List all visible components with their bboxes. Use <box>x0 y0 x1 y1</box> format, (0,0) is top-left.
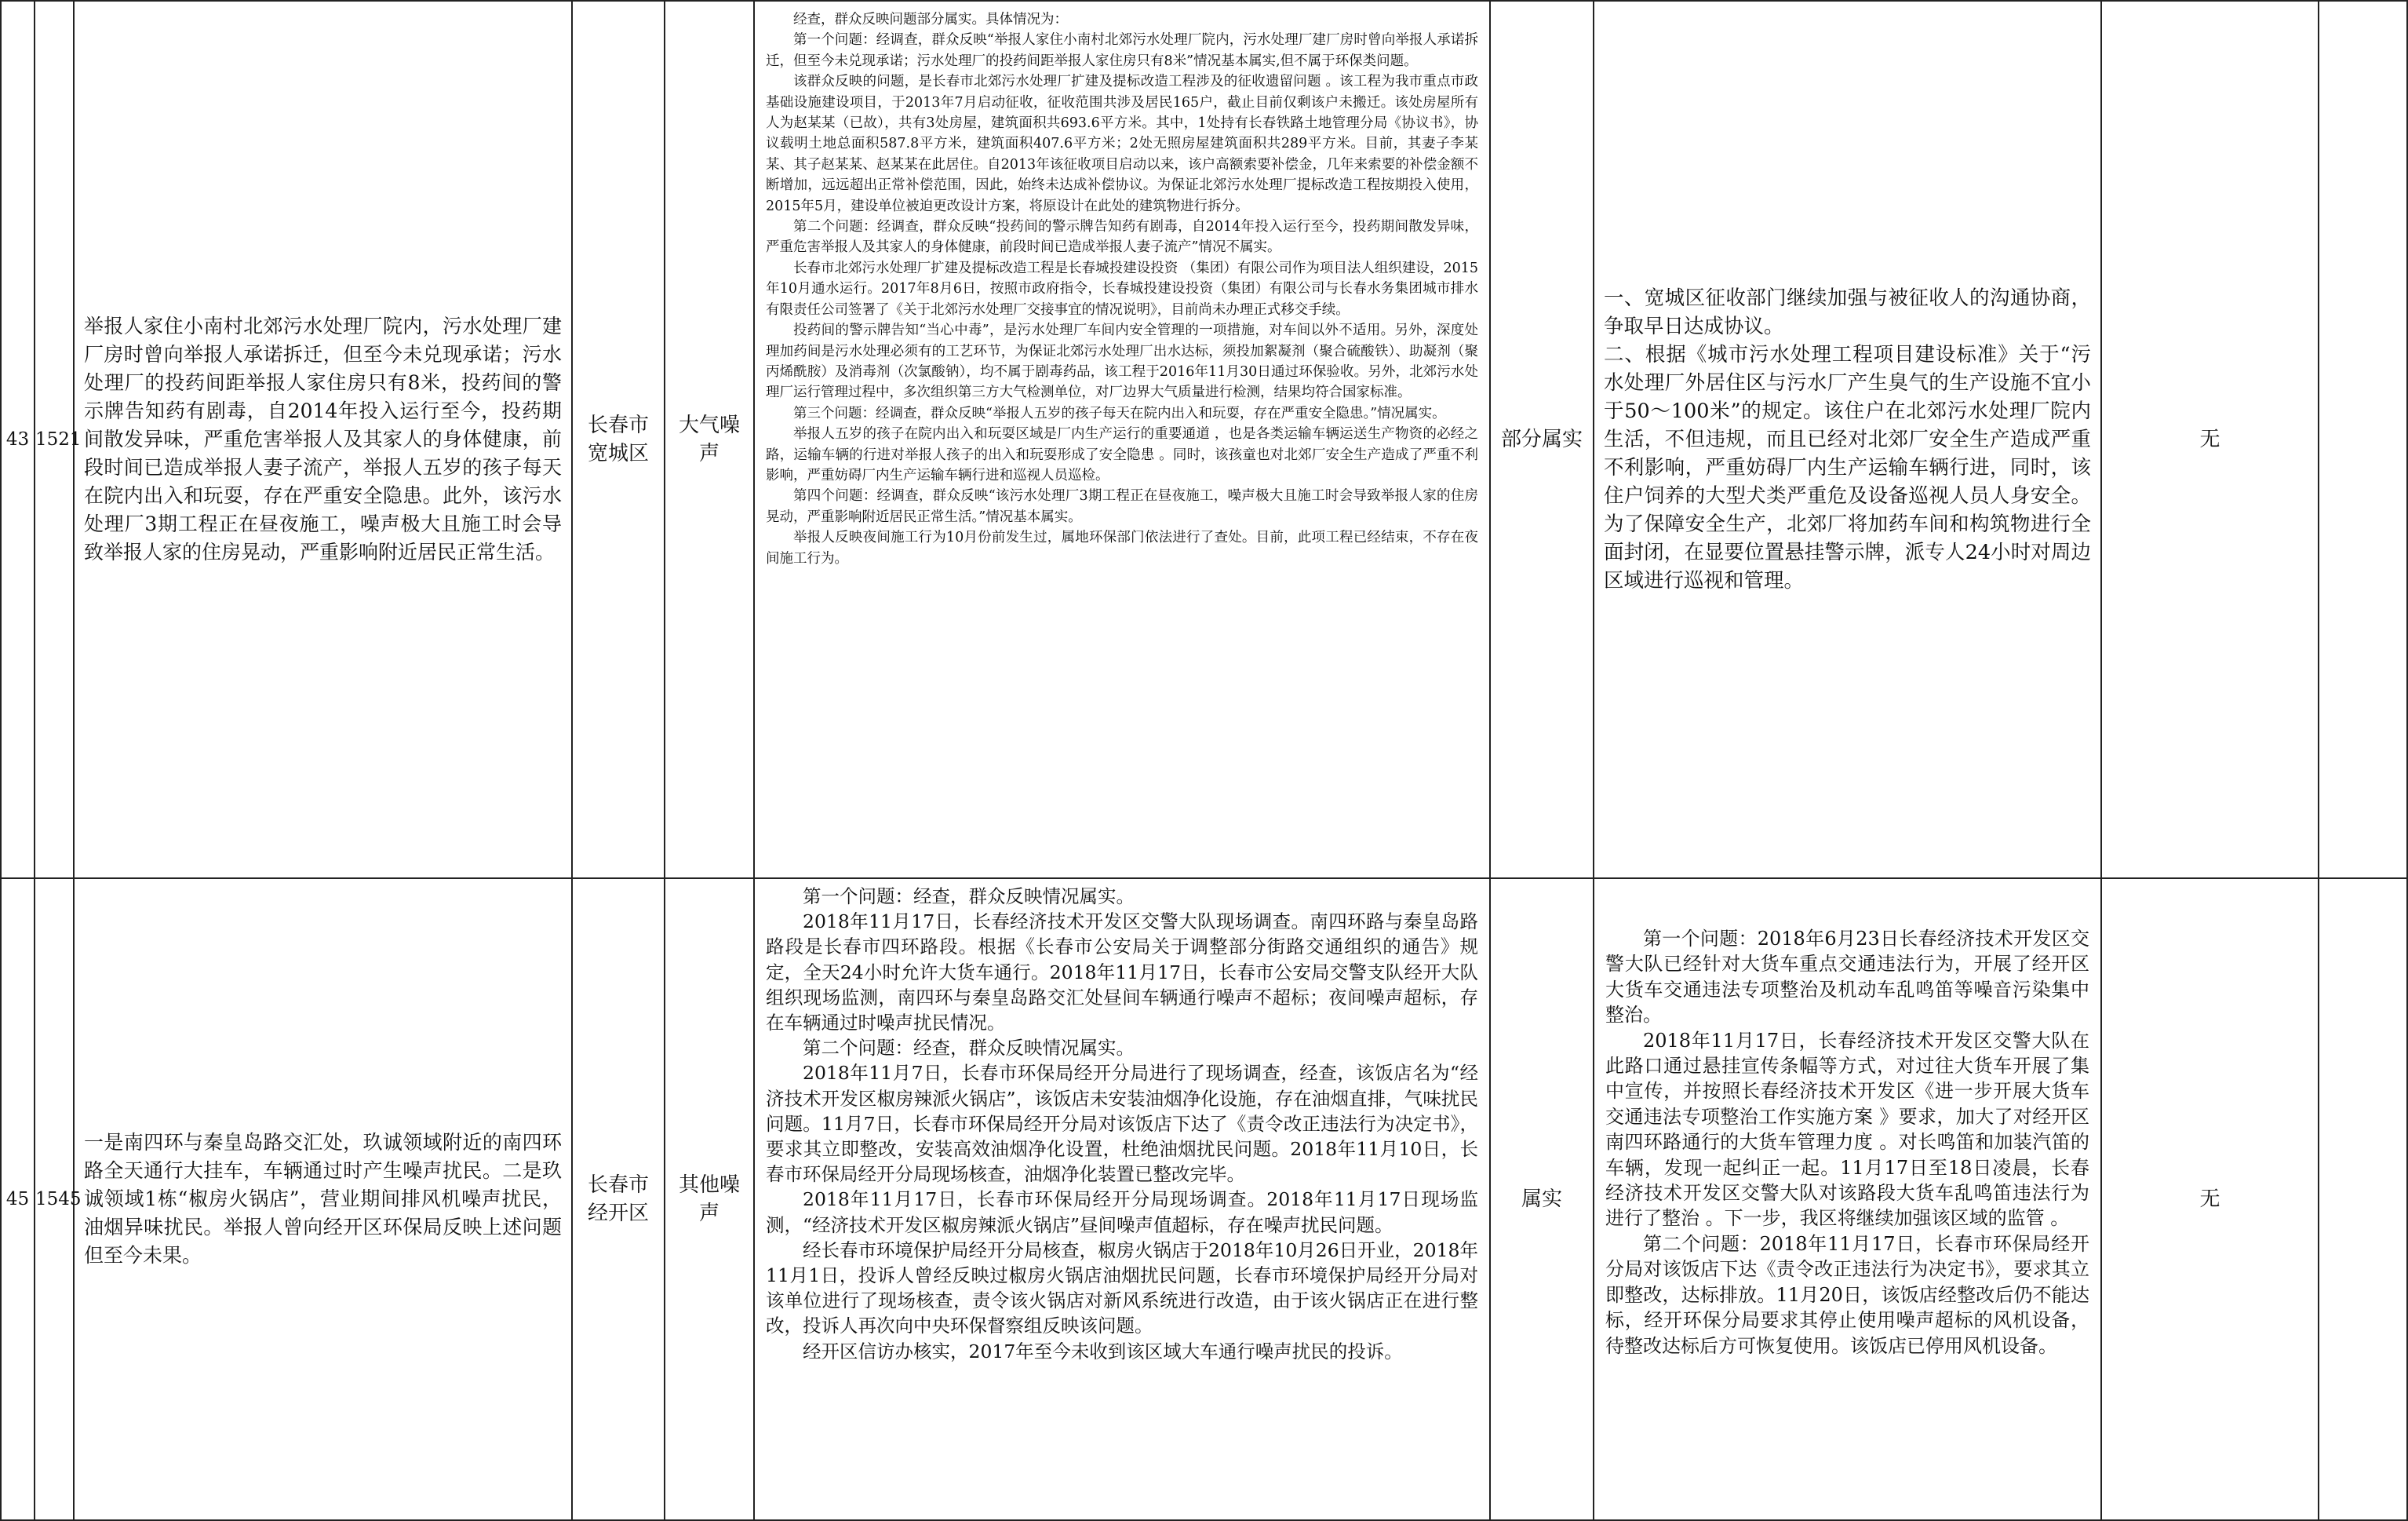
findings-paragraph: 2018年11月17日，长春经济技术开发区交警大队现场调查。南四环路与秦皇岛路路段是长春市四环路段。根据《长春市公安局关于调整部分街路交通组织的通告》规定，全天24小时允许大货车通行。2018年11月17日，长春市公安局交警支队经开大队组织现场监测，南四环与秦皇岛路交汇处昼间车辆通行噪声不超标；夜间噪声超标，存在车辆通过时噪声扰民情况。 <box>766 910 1478 1034</box>
findings-cell <box>754 878 1490 1520</box>
code-cell: 1545 <box>35 878 74 1520</box>
findings-paragraph: 举报人反映夜间施工行为10月份前发生过，属地环保部门依法进行了查处。目前，此项工程已经结束，不存在夜间施工行为。 <box>766 530 1478 567</box>
findings-paragraph: 长春市北郊污水处理厂扩建及提标改造工程是长春城投建设投资 （集团）有限公司作为项目法人组织建设，2015年10月通水运行。2017年8月6日，按照市政府指令，长春城投建设投资（集团）有限公司与长春水务集团城市排水有限责任公司签署了《关于北郊污水处理厂交接事宜的情况说明》，目前尚未办理正式移交手续。 <box>766 260 1478 318</box>
code-cell: 1521 <box>35 1 74 878</box>
findings-paragraph: 第一个问题：经调查，群众反映“举报人家住小南村北郊污水处理厂院内，污水处理厂建厂房时曾向举报人承诺拆迁，但至今未兑现承诺；污水处理厂的投药间距举报人家住房只有8米”情况基本属实,但不属于环保类问题。 <box>766 32 1478 69</box>
pollution-type-cell: 其他噪声 <box>665 878 754 1520</box>
note-cell <box>2319 878 2407 1520</box>
findings-paragraph: 2018年11月7日，长春市环保局经开分局进行了现场调查，经查，该饭店名为“经济技术开发区椒房辣派火锅店”，该饭店未安装油烟净化设施，存在油烟直排，气味扰民问题。11月7日，长春市环保局经开分局对该饭店下达了《责令改正违法行为决定书》，要求其立即整改，安装高效油烟净化设置，杜绝油烟扰民问题。2018年11月10日，长春市环保局经开分局现场核查，油烟净化装置已整改完毕。 <box>766 1062 1478 1186</box>
measures-cell <box>1594 878 2101 1520</box>
findings-cell <box>754 1 1490 878</box>
complaint-cell: 一是南四环与秦皇岛路交汇处，玖诚领域附近的南四环路全天通行大挂车，车辆通过时产生噪声扰民。二是玖诚领域1栋“椒房火锅店”，营业期间排风机噪声扰民，油烟异味扰民。举报人曾向经开区环保局反映上述问题但至今未果。 <box>74 878 572 1520</box>
measure-paragraph: 二、根据《城市污水处理工程项目建设标准》关于“污水处理厂外居住区与污水厂产生臭气的生产设施不宜小于50～100米”的规定。该住户在北郊污水处理厂院内生活，不但违规，而且已经对北郊厂安全生产造成严重不利影响，严重妨碍厂内生产运输车辆行进，同时，该住户饲养的大型犬类严重危及设备巡视人员人身安全。为了保障安全生产，北郊厂将加药车间和构筑物进行全面封闭，在显要位置悬挂警示牌，派专人24小时对周边区域进行巡视和管理。 <box>1604 343 2091 593</box>
verdict-cell: 部分属实 <box>1490 1 1594 878</box>
findings-paragraph: 经开区信访办核实，2017年至今未收到该区域大车通行噪声扰民的投诉。 <box>803 1340 1403 1362</box>
seq-cell: 43 <box>1 1 35 878</box>
findings-paragraph: 第二个问题：经调查，群众反映“投药间的警示牌告知药有剧毒，自2014年投入运行至今，投药期间散发异味，严重危害举报人及其家人的身体健康，前段时间已造成举报人妻子流产”情况不属实。 <box>766 219 1478 256</box>
measure-paragraph: 第二个问题：2018年11月17日，长春市环保局经开分局对该饭店下达《责令改正违法行为决定书》，要求其立即整改，达标排放。11月20日，该饭店经整改后仍不能达标，经开环保分局要求其停止使用噪声超标的风机设备，待整改达标后方可恢复使用。该饭店已停用风机设备。 <box>1605 1232 2089 1357</box>
findings-paragraph: 第二个问题：经查，群众反映情况属实。 <box>803 1037 1135 1060</box>
findings-paragraph: 2018年11月17日，长春市环保局经开分局现场调查。2018年11月17日现场监测，“经济技术开发区椒房辣派火锅店”昼间噪声值超标，存在噪声扰民问题。 <box>766 1188 1478 1236</box>
verdict-cell: 属实 <box>1490 878 1594 1520</box>
accountability-cell: 无 <box>2101 1 2319 878</box>
measure-paragraph: 一、宽城区征收部门继续加强与被征收人的沟通协商，争取早日达成协议。 <box>1604 286 2091 338</box>
findings-paragraph: 第三个问题：经调查，群众反映“举报人五岁的孩子每天在院内出入和玩耍，存在严重安全隐患。”情况属实。 <box>793 405 1446 421</box>
region-cell: 长春市经开区 <box>572 878 665 1520</box>
complaint-cell: 举报人家住小南村北郊污水处理厂院内，污水处理厂建厂房时曾向举报人承诺拆迁，但至今未兑现承诺；污水处理厂的投药间距举报人家住房只有8米，投药间的警示牌告知药有剧毒，自2014年投入运行至今，投药期间散发异味，严重危害举报人及其家人的身体健康，前段时间已造成举报人妻子流产，举报人五岁的孩子每天在院内出入和玩耍，存在严重安全隐患。此外，该污水处理厂3期工程正在昼夜施工，噪声极大且施工时会导致举报人家的住房晃动，严重影响附近居民正常生活。 <box>74 1 572 878</box>
findings-paragraph: 第一个问题：经查，群众反映情况属实。 <box>803 885 1135 907</box>
findings-paragraph: 投药间的警示牌告知“当心中毒”，是污水处理厂车间内安全管理的一项措施，对车间以外不适用。另外，深度处理加药间是污水处理必须有的工艺环节，为保证北郊污水处理厂出水达标，须投加絮凝剂（聚合硫酸铁）、助凝剂（聚丙烯酰胺）及消毒剂（次氯酸钠），均不属于剧毒药品，该工程于2016年11月30日通过环保验收。另外，北郊污水处理厂运行管理过程中，多次组织第三方大气检测单位，对厂边界大气质量进行检测，结果均符合国家标准。 <box>766 323 1478 401</box>
findings-paragraph: 第四个问题：经调查，群众反映“该污水处理厂3期工程正在昼夜施工，噪声极大且施工时会导致举报人家的住房晃动，严重影响附近居民正常生活。”情况基本属实。 <box>766 488 1478 525</box>
measure-paragraph: 第一个问题：2018年6月23日长春经济技术开发区交警大队已经针对大货车重点交通违法行为，开展了经开区大货车交通违法专项整治及机动车乱鸣笛等噪音污染集中整治。 <box>1605 928 2089 1027</box>
accountability-cell: 无 <box>2101 878 2319 1520</box>
findings-paragraph: 经查，群众反映问题部分属实。具体情况为： <box>793 12 1068 27</box>
table-row <box>1 1 2407 878</box>
findings-paragraph: 经长春市环境保护局经开分局核查，椒房火锅店于2018年10月26日开业，2018年11月1日，投诉人曾经反映过椒房火锅店油烟扰民问题，长春市环境保护局经开分局对该单位进行了现场核查，责令该火锅店对新风系统进行改造，由于该火锅店正在进行整改，投诉人再次向中央环保督察组反映该问题。 <box>766 1238 1478 1337</box>
measure-paragraph: 2018年11月17日，长春经济技术开发区交警大队在此路口通过悬挂宣传条幅等方式，对过往大货车开展了集中宣传，并按照长春经济技术开发区《进一步开展大货车交通违法专项整治工作实施方案 》要求，加大了对经开区南四环路通行的大货车管理力度 。对长鸣笛和加装汽笛的车辆，发现一起纠正一起。11月17日至18日凌晨，长春经济技术开发区交警大队对该路段大货车乱鸣笛违法行为进行了整治 。下一步，我区将继续加强该区域的监管 。 <box>1605 1029 2089 1230</box>
findings-paragraph: 该群众反映的问题，是长春市北郊污水处理厂扩建及提标改造工程涉及的征收遗留问题 。该工程为我市重点市政基础设施建设项目，于2013年7月启动征收，征收范围共涉及居民165户，截止目前仅剩该户未搬迁。该处房屋所有人为赵某某（已故），共有3处房屋，建筑面积共693.6平方米。其中，1处持有长春铁路土地管理分局《协议书》，协议载明土地总面积587.8平方米，建筑面积407.6平方米；2处无照房屋建筑面积共289平方米。目前，其妻子李某某、其子赵某某、赵某某在此居住。自2013年该征收项目启动以来，该户高额索要补偿金，几年来索要的补偿金额不断增加，远远超出正常补偿范围，因此，始终未达成补偿协议。为保证北郊污水处理厂提标改造工程按期投入使用，2015年5月，建设单位被迫更改设计方案，将原设计在此处的建筑物进行拆分。 <box>766 74 1478 214</box>
measures-cell <box>1594 1 2101 878</box>
findings-paragraph: 举报人五岁的孩子在院内出入和玩耍区域是厂内生产运行的重要通道 ，也是各类运输车辆运送生产物资的必经之路，运输车辆的行进对举报人孩子的出入和玩耍形成了安全隐患 。同时，该孩童也对北郊厂安全生产造成了严重不利影响，严重妨碍厂内生产运输车辆行进和巡视人员巡检。 <box>766 426 1478 483</box>
seq-cell: 45 <box>1 878 35 1520</box>
note-cell <box>2319 1 2407 878</box>
table-row <box>1 878 2407 1520</box>
region-cell: 长春市宽城区 <box>572 1 665 878</box>
pollution-type-cell: 大气噪声 <box>665 1 754 878</box>
